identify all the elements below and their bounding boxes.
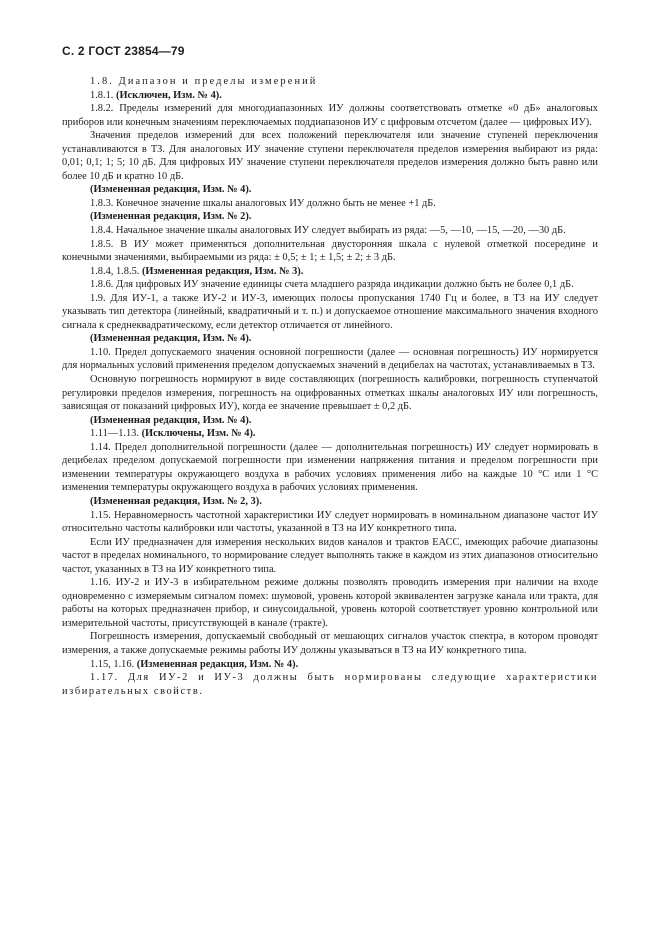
paragraph [62,89,598,103]
paragraph: 1.8.3. Конечное значение шкалы аналоговых ИУ должно быть не менее +1 дБ. [90,197,436,209]
paragraph: 1.8.6. Для цифровых ИУ значение единицы счета младшего разряда индикации должно быть не более 0,1 дБ. [90,279,574,291]
amendment-note: (Измененная редакция, Изм. № 4). [136,658,299,670]
paragraph: 1.9. Для ИУ-1, а также ИУ-2 и ИУ-3, имеющих полосы пропускания 1740 Гц и более, в ТЗ на ИУ следует указывать тип детектора (линейный, квадратичный и т. п.) и допускаемое отношение максимального значения входного сигнала к среднеквадратическому, если детектор отличается от линейного. [62,292,598,331]
clause-number: 1.8.4, 1.8.5. [90,265,142,277]
paragraph: 1.17. Для ИУ-2 и ИУ-3 должны быть нормированы следующие характеристики избирательных свойств. [62,672,598,697]
amendment-note: (Измененная редакция, Изм. № 4). [90,184,252,196]
clause-number: 1.11—1.13. [90,428,142,440]
amendment-note: (Измененная редакция, Изм. № 2). [90,211,252,223]
paragraph: Основную погрешность нормируют в виде составляющих (погрешность калибровки, погрешность ступенчатой регулировки пределов измерения, погрешность на оцифрованных отметках шкалы аналоговых ИУ или погрешность, зависящая от показаний цифровых ИУ), когда ее значение превышает ± 0,2 дБ. [62,374,598,413]
paragraph: Значения пределов измерений для всех положений переключателя или значение ступеней переключения устанавливаются в ТЗ. Для аналоговых ИУ значение ступени переключателя пределов измерения выбирают из ряда: 0,01; 0,1; 1; 5; 10 дБ. Для цифровых ИУ значение ступени переключателя пределов измерения должно быть равно или более 10 дБ и кратно 10 дБ. [62,130,598,182]
clause-number: 1.8.1. [90,89,116,101]
paragraph: 1.10. Предел допускаемого значения основной погрешности (далее — основная погрешность) ИУ нормируется для нормальных условий применения пределом допускаемых значений в децибелах на частотах, устанавливаемых в ТЗ. [62,346,598,372]
paragraph [62,265,598,279]
page-header: С. 2 ГОСТ 23854—79 [62,44,185,58]
amendment-note: (Измененная редакция, Изм. № 2, 3). [90,495,262,507]
document-body [62,75,598,698]
paragraph: 1.8.4. Начальное значение шкалы аналоговых ИУ следует выбирать из ряда: —5, —10, —15, —20, —30 дБ. [90,225,566,237]
amendment-note: (Измененная редакция, Изм. № 4). [90,333,252,345]
paragraph: 1.14. Предел дополнительной погрешности (далее — дополнительная погрешность) ИУ следует нормировать в децибелах пределом допускаемой погрешности при изменении напряжения питания и пределом погрешности при изменении температуры окружающего воздуха в рабочих условиях применения либо на каждые 10 °С или 1 °С изменения температуры окружающего воздуха в рабочих условиях применения. [62,441,598,494]
paragraph [62,658,598,672]
amendment-note: (Исключены, Изм. № 4). [141,428,256,440]
clause-number: 1.15, 1.16. [90,658,137,670]
amendment-note: (Измененная редакция, Изм. № 3). [141,265,304,277]
paragraph: 1.8.2. Пределы измерений для многодиапазонных ИУ должны соответствовать отметке «0 дБ» аналоговых приборов или конечным значениям переключаемых поддиапазонов ИУ с цифровым отсчетом (далее — цифровых ИУ). [62,103,598,128]
amendment-note: (Исключен, Изм. № 4). [115,89,222,101]
paragraph: Погрешность измерения, допускаемый свободный от мешающих сигналов участок спектра, в котором проводят измерения, а также допускаемые режимы работы ИУ должны указываться в ТЗ на ИУ конкретного типа. [62,631,598,656]
paragraph: 1.15. Неравномерность частотной характеристики ИУ следует нормировать в номинальном диапазоне частот ИУ относительно частоты калибровки или частоты, указанной в ТЗ на ИУ конкретного типа. [62,509,598,535]
paragraph: 1.8.5. В ИУ может применяться дополнительная двусторонняя шкала с нулевой отметкой посередине и конечными значениями, выбираемыми из ряда: ± 0,5; ± 1; ± 1,5; ± 2; ± 3 дБ. [62,238,598,264]
section-heading: 1.8. Диапазон и пределы измерений [90,76,318,87]
amendment-note: (Измененная редакция, Изм. № 4). [90,414,252,426]
paragraph [62,427,598,441]
paragraph: 1.16. ИУ-2 и ИУ-3 в избирательном режиме должны позволять проводить измерения при наличии на входе одновременно с измеряемым сигналом помех: шумовой, уровень которой эквивалентен загрузке канала или тракта, для работы на которых предназначен прибор, и синусоидальной, уровень которой соответствует уровню контрольной или измерительной частоты, присутствующей в канале (тракте). [62,577,598,629]
paragraph: Если ИУ предназначен для измерения нескольких видов каналов и трактов ЕАСС, имеющих рабочие диапазоны частот в пределах номинального, то нормирование следует выполнять также в каждом из этих диапазонов относительно частот, указанных в ТЗ на ИУ конкретного типа. [62,536,598,575]
